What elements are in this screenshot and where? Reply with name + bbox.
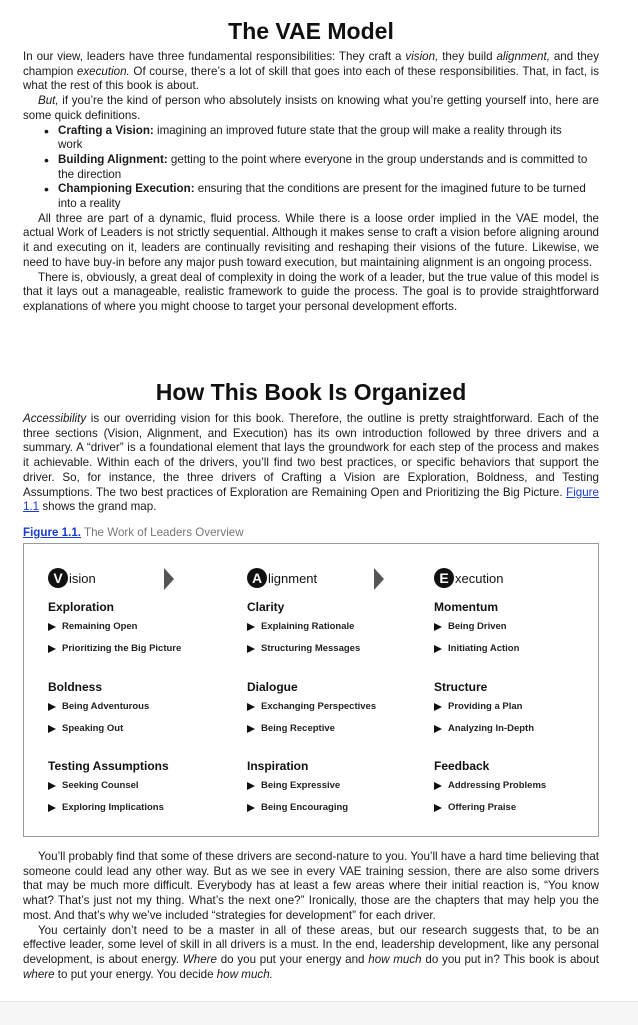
definition-text: getting to the point where everyone in the group understands and is committed to the direction bbox=[58, 152, 588, 181]
column-heading bbox=[247, 566, 317, 590]
column-heading bbox=[434, 566, 503, 590]
best-practice-item bbox=[48, 775, 233, 797]
triangle-bullet-icon bbox=[48, 623, 56, 631]
flow-arrow-icon bbox=[374, 568, 384, 590]
driver-block bbox=[48, 680, 233, 740]
triangle-bullet-icon bbox=[48, 645, 56, 653]
best-practice-label: Being Encouraging bbox=[261, 802, 349, 813]
definition-item bbox=[43, 182, 599, 211]
figure-reference-link[interactable]: Figure 1.1 bbox=[23, 485, 599, 514]
definition-text: ensuring that the conditions are present for the imagined future to be turned into a reality bbox=[58, 182, 586, 211]
vae-paragraph-2 bbox=[23, 94, 599, 123]
column-heading-text: ision bbox=[69, 570, 96, 586]
best-practice-item bbox=[434, 616, 619, 638]
triangle-bullet-icon bbox=[247, 645, 255, 653]
best-practice-item bbox=[434, 696, 619, 718]
best-practice-label: Explaining Rationale bbox=[261, 621, 355, 632]
figure-column-v bbox=[48, 544, 233, 834]
best-practice-label: Providing a Plan bbox=[448, 701, 523, 712]
driver-block bbox=[247, 680, 432, 740]
text-run: where bbox=[23, 967, 55, 981]
driver-block bbox=[434, 600, 619, 660]
section-title-book-organization: How This Book Is Organized bbox=[155, 379, 467, 405]
best-practice-label: Addressing Problems bbox=[448, 780, 547, 791]
text-run: vision, bbox=[405, 50, 439, 63]
triangle-bullet-icon bbox=[48, 782, 56, 790]
text-run: if you’re the kind of person who absolutely insists on knowing what you’re getting yourself into, here are some quick definitions. bbox=[23, 94, 599, 122]
text-run: they build bbox=[438, 50, 497, 63]
section-title-vae-model: The VAE Model bbox=[228, 18, 394, 44]
driver-block bbox=[247, 759, 432, 819]
definition-term: Building Alignment: bbox=[58, 152, 168, 166]
best-practice-label: Remaining Open bbox=[62, 621, 138, 632]
driver-name: Clarity bbox=[247, 600, 285, 614]
closing-paragraph-2 bbox=[23, 924, 599, 983]
best-practice-item bbox=[48, 718, 233, 740]
text-run: But, bbox=[38, 94, 59, 108]
best-practice-item bbox=[434, 638, 619, 660]
best-practice-item bbox=[247, 696, 432, 718]
triangle-bullet-icon bbox=[434, 703, 442, 711]
best-practice-label: Analyzing In-Depth bbox=[448, 723, 535, 734]
best-practice-label: Offering Praise bbox=[448, 802, 517, 813]
definition-term: Crafting a Vision: bbox=[58, 123, 154, 137]
column-heading-text: lignment bbox=[268, 570, 318, 586]
text-run: Accessibility bbox=[23, 412, 87, 425]
triangle-bullet-icon bbox=[434, 725, 442, 733]
definition-text: imagining an improved future state that the group will make a reality through its work bbox=[58, 123, 562, 152]
driver-block bbox=[434, 680, 619, 740]
best-practice-item bbox=[434, 718, 619, 740]
driver-block bbox=[48, 759, 233, 819]
figure-column-a bbox=[247, 544, 432, 834]
text-run: Where bbox=[182, 952, 217, 966]
figure-link[interactable]: Figure 1.1. bbox=[23, 526, 81, 539]
text-run: execution. bbox=[76, 64, 130, 78]
flow-arrow-icon bbox=[164, 568, 174, 590]
driver-name: Inspiration bbox=[247, 759, 309, 773]
text-run: You certainly don’t need to be a master in all of these areas, but our research suggests that, to be an effective leader, some level of skill in all drivers is a must. In the end, leadership development, like any personal development, is about energy. bbox=[23, 923, 599, 966]
best-practice-item bbox=[434, 797, 619, 819]
text-run: shows the grand map. bbox=[39, 500, 157, 514]
vae-paragraph-1 bbox=[23, 50, 599, 94]
best-practice-item bbox=[434, 775, 619, 797]
triangle-bullet-icon bbox=[247, 623, 255, 631]
triangle-bullet-icon bbox=[48, 725, 56, 733]
letter-circle-icon: A bbox=[247, 568, 267, 588]
best-practice-label: Exchanging Perspectives bbox=[261, 701, 377, 712]
driver-name: Exploration bbox=[48, 600, 115, 614]
figure-column-e bbox=[434, 544, 619, 834]
triangle-bullet-icon bbox=[434, 804, 442, 812]
best-practice-item bbox=[48, 638, 233, 660]
definition-item bbox=[43, 153, 599, 182]
triangle-bullet-icon bbox=[247, 804, 255, 812]
organization-section bbox=[23, 412, 599, 515]
driver-name: Testing Assumptions bbox=[48, 759, 169, 773]
best-practice-label: Speaking Out bbox=[62, 723, 124, 734]
text-run: Of course, there’s a lot of skill that goes into each of these responsibilities. That, in fact, is what the rest of this book is about. bbox=[23, 64, 599, 93]
triangle-bullet-icon bbox=[434, 623, 442, 631]
triangle-bullet-icon bbox=[247, 725, 255, 733]
triangle-bullet-icon bbox=[247, 703, 255, 711]
best-practice-item bbox=[48, 797, 233, 819]
best-practice-label: Exploring Implications bbox=[62, 802, 164, 813]
closing-paragraph-1: You’ll probably find that some of these drivers are second-nature to you. You’ll have a hard time believing that someone could lead any other way. But as we see in every VAE training session, there are also some drivers that may be much more difficult. Everybody has at least a few areas where their initial reaction is, “You know what? That’s just not my thing. What’s the next one?” Ironically, those are the chapters that may help you the most. And that’s why we’ve included “strategies for development” for each driver. bbox=[23, 850, 599, 922]
figure-caption bbox=[23, 526, 244, 539]
letter-circle-icon: E bbox=[434, 568, 454, 588]
driver-name: Structure bbox=[434, 680, 488, 694]
best-practice-label: Being Expressive bbox=[261, 780, 341, 791]
text-run: alignment, bbox=[496, 50, 550, 63]
text-run: how much. bbox=[216, 967, 273, 981]
triangle-bullet-icon bbox=[48, 804, 56, 812]
definition-item bbox=[43, 124, 599, 153]
text-run: In our view, leaders have three fundamental responsibilities: They craft a bbox=[23, 50, 406, 63]
best-practice-item bbox=[48, 696, 233, 718]
best-practice-item bbox=[48, 616, 233, 638]
definition-term: Championing Execution: bbox=[58, 182, 195, 196]
column-heading-text: xecution bbox=[455, 570, 504, 586]
text-run: to put your energy. You decide bbox=[54, 967, 217, 981]
triangle-bullet-icon bbox=[247, 782, 255, 790]
figure-caption-text: The Work of Leaders Overview bbox=[84, 526, 244, 539]
best-practice-label: Structuring Messages bbox=[261, 643, 361, 654]
vae-model-section bbox=[23, 50, 599, 315]
text-run: do you put your energy and bbox=[216, 952, 369, 966]
triangle-bullet-icon bbox=[48, 703, 56, 711]
driver-name: Feedback bbox=[434, 759, 490, 773]
vae-paragraph-4: There is, obviously, a great deal of complexity in doing the work of a leader, but the true value of this model is that it lays out a manageable, realistic framework to guide the process. The goal is to provide straightforward explanations of where you might choose to target your personal development efforts. bbox=[23, 270, 599, 313]
best-practice-item bbox=[247, 638, 432, 660]
best-practice-item bbox=[247, 775, 432, 797]
definitions-list bbox=[23, 124, 599, 212]
text-run: and they champion bbox=[23, 50, 600, 78]
organization-paragraph bbox=[23, 412, 599, 515]
closing-section bbox=[23, 850, 599, 982]
best-practice-item bbox=[247, 718, 432, 740]
driver-name: Dialogue bbox=[247, 680, 298, 694]
driver-name: Boldness bbox=[48, 680, 103, 694]
best-practice-label: Seeking Counsel bbox=[62, 780, 139, 791]
vae-paragraph-3: All three are part of a dynamic, fluid process. While there is a loose order implied in the VAE model, the actual Work of Leaders is not strictly sequential. Although it makes sense to craft a vision before aligning around it and executing on it, leaders are continually revisiting and reshaping their visions of the future. Likewise, we need to have buy-in before any major push toward execution, but maintaining alignment is an ongoing process. bbox=[23, 211, 599, 269]
best-practice-label: Initiating Action bbox=[448, 643, 520, 654]
driver-name: Momentum bbox=[434, 600, 498, 614]
text-run: how much bbox=[368, 952, 422, 966]
work-of-leaders-figure bbox=[23, 543, 599, 837]
text-run: do you put in? This book is about bbox=[421, 952, 600, 966]
text-run: is our overriding vision for this book. Therefore, the outline is pretty straightforward. Each of the three sections (Vision, Alignment, and Execution) has its own introduction followed by three drivers and a summary. A “driver” is a foundational element that lays the groundwork for each step of the process and makes it achievable. Within each of the drivers, you’ll find two best practices, or specific behaviors that support the driver. So, for instance, the three drivers of Crafting a Vision are Exploration, Boldness, and Testing Assumptions. The two best practices of Exploration are Remaining Open and Prioritizing the Big Picture. bbox=[23, 412, 599, 499]
driver-block bbox=[247, 600, 432, 660]
best-practice-label: Being Adventurous bbox=[62, 701, 150, 712]
best-practice-label: Prioritizing the Big Picture bbox=[62, 643, 182, 654]
best-practice-item bbox=[247, 797, 432, 819]
letter-circle-icon: V bbox=[48, 568, 68, 588]
driver-block bbox=[434, 759, 619, 819]
best-practice-item bbox=[247, 616, 432, 638]
best-practice-label: Being Receptive bbox=[261, 723, 335, 734]
best-practice-label: Being Driven bbox=[448, 621, 507, 632]
column-heading bbox=[48, 566, 96, 590]
triangle-bullet-icon bbox=[434, 645, 442, 653]
driver-block bbox=[48, 600, 233, 660]
triangle-bullet-icon bbox=[434, 782, 442, 790]
bottom-bar bbox=[0, 1001, 638, 1025]
